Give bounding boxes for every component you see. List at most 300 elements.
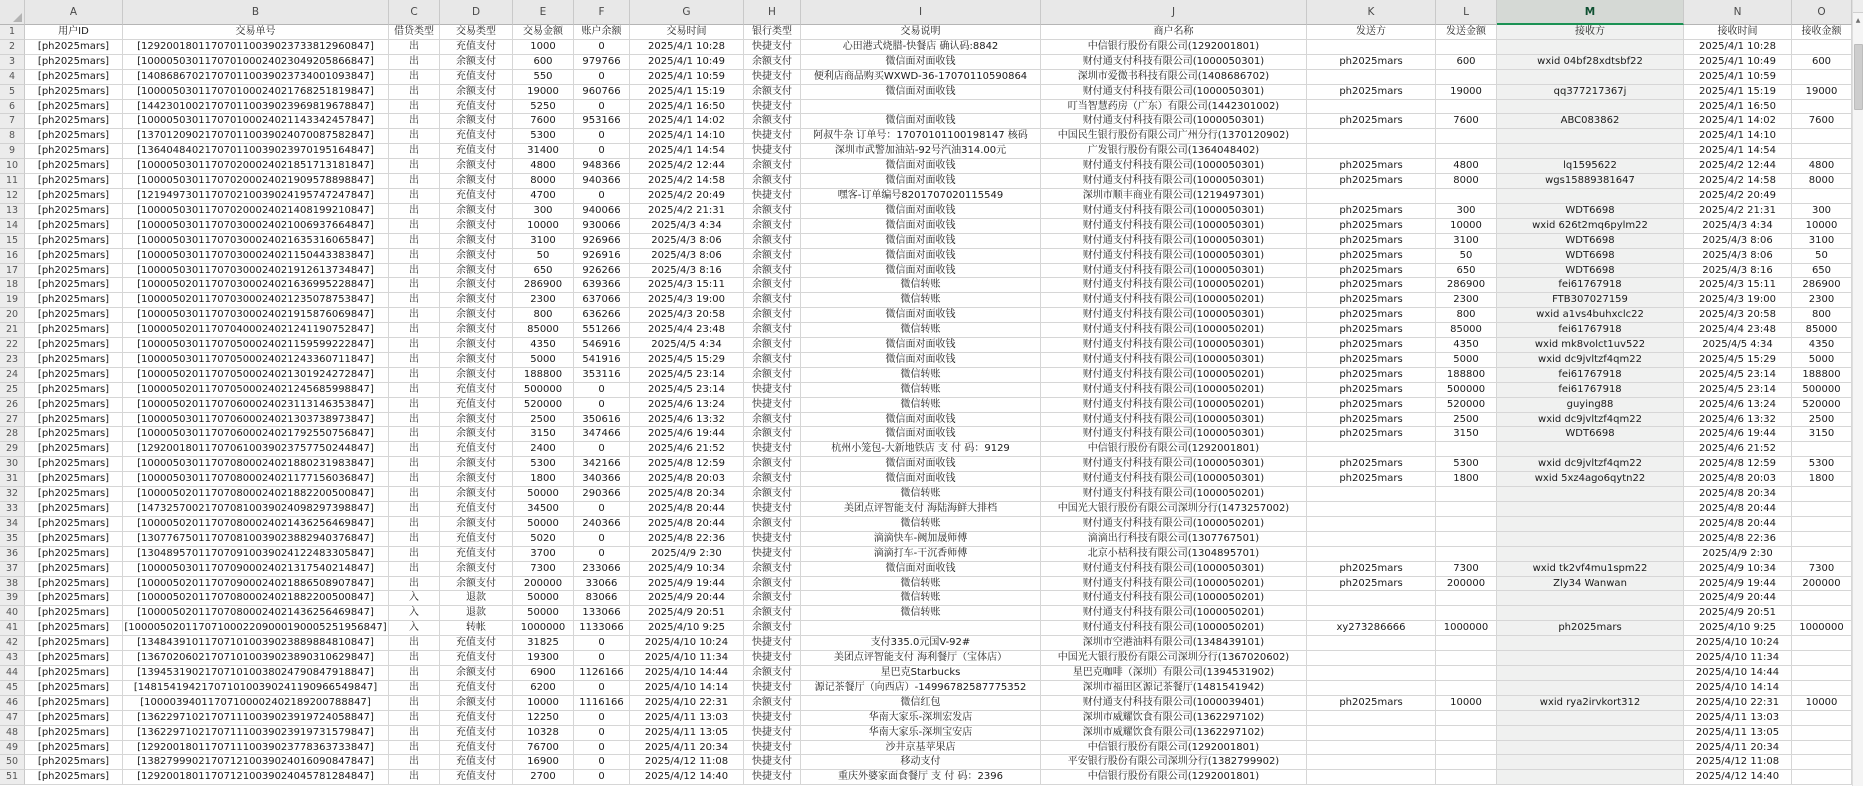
cell-J1[interactable]: 商户名称 <box>1041 25 1307 40</box>
cell-J23[interactable]: 财付通支付科技有限公司(1000050301) <box>1041 353 1307 368</box>
cell-D48[interactable]: 充值支付 <box>440 726 513 741</box>
cell-H15[interactable]: 余额支付 <box>744 234 801 249</box>
cell-L49[interactable] <box>1436 741 1497 756</box>
cell-A21[interactable]: [ph2025mars] <box>25 323 123 338</box>
cell-E29[interactable]: 2400 <box>513 442 574 457</box>
cell-N9[interactable]: 2025/4/1 14:54 <box>1684 144 1792 159</box>
cell-H41[interactable]: 余额支付 <box>744 621 801 636</box>
cell-K51[interactable] <box>1307 770 1436 785</box>
cell-E40[interactable]: 50000 <box>513 606 574 621</box>
cell-O27[interactable]: 2500 <box>1792 413 1852 428</box>
cell-A36[interactable]: [ph2025mars] <box>25 547 123 562</box>
cell-A41[interactable]: [ph2025mars] <box>25 621 123 636</box>
cell-E48[interactable]: 10328 <box>513 726 574 741</box>
cell-E14[interactable]: 10000 <box>513 219 574 234</box>
cell-M9[interactable] <box>1497 144 1684 159</box>
cell-N34[interactable]: 2025/4/8 20:44 <box>1684 517 1792 532</box>
cell-K17[interactable]: ph2025mars <box>1307 264 1436 279</box>
cell-O42[interactable] <box>1792 636 1852 651</box>
cell-M50[interactable] <box>1497 755 1684 770</box>
cell-H8[interactable]: 快捷支付 <box>744 129 801 144</box>
cell-C26[interactable]: 出 <box>389 398 440 413</box>
cell-F49[interactable]: 0 <box>574 741 630 756</box>
cell-F45[interactable]: 0 <box>574 681 630 696</box>
cell-E23[interactable]: 5000 <box>513 353 574 368</box>
cell-G47[interactable]: 2025/4/11 13:03 <box>630 711 744 726</box>
cell-L47[interactable] <box>1436 711 1497 726</box>
cell-H31[interactable]: 余额支付 <box>744 472 801 487</box>
cell-I16[interactable]: 微信面对面收钱 <box>801 249 1041 264</box>
cell-J28[interactable]: 财付通支付科技有限公司(1000050301) <box>1041 427 1307 442</box>
cell-L12[interactable] <box>1436 189 1497 204</box>
cell-H29[interactable]: 快捷支付 <box>744 442 801 457</box>
cell-H22[interactable]: 余额支付 <box>744 338 801 353</box>
cell-I36[interactable]: 滴滴打车-干沉香师傅 <box>801 547 1041 562</box>
cell-A3[interactable]: [ph2025mars] <box>25 55 123 70</box>
cell-D6[interactable]: 充值支付 <box>440 100 513 115</box>
cell-B1[interactable]: 交易单号 <box>123 25 389 40</box>
row-number-23[interactable]: 23 <box>0 353 25 368</box>
cell-H38[interactable]: 余额支付 <box>744 577 801 592</box>
cell-C25[interactable]: 出 <box>389 383 440 398</box>
cell-H48[interactable]: 快捷支付 <box>744 726 801 741</box>
cell-N3[interactable]: 2025/4/1 10:49 <box>1684 55 1792 70</box>
cell-J46[interactable]: 财付通支付科技有限公司(1000039401) <box>1041 696 1307 711</box>
cell-I38[interactable]: 微信转账 <box>801 577 1041 592</box>
cell-J50[interactable]: 平安银行股份有限公司深圳分行(1382799902) <box>1041 755 1307 770</box>
cell-B45[interactable]: [1481541942170710100390241190966549847] <box>123 681 389 696</box>
cell-H6[interactable]: 快捷支付 <box>744 100 801 115</box>
cell-D50[interactable]: 充值支付 <box>440 755 513 770</box>
cell-A33[interactable]: [ph2025mars] <box>25 502 123 517</box>
cell-H21[interactable]: 余额支付 <box>744 323 801 338</box>
cell-I9[interactable]: 深圳市武警加油站-92号汽油314.00元 <box>801 144 1041 159</box>
cell-J49[interactable]: 中信银行股份有限公司(1292001801) <box>1041 741 1307 756</box>
cell-A37[interactable]: [ph2025mars] <box>25 562 123 577</box>
cell-N15[interactable]: 2025/4/3 8:06 <box>1684 234 1792 249</box>
cell-E38[interactable]: 200000 <box>513 577 574 592</box>
cell-I5[interactable]: 微信面对面收钱 <box>801 85 1041 100</box>
cell-B2[interactable]: [129200180117070110039023733812960847] <box>123 40 389 55</box>
cell-J51[interactable]: 中信银行股份有限公司(1292001801) <box>1041 770 1307 785</box>
cell-E47[interactable]: 12250 <box>513 711 574 726</box>
cell-G1[interactable]: 交易时间 <box>630 25 744 40</box>
cell-M29[interactable] <box>1497 442 1684 457</box>
cell-K3[interactable]: ph2025mars <box>1307 55 1436 70</box>
cell-J48[interactable]: 深圳市威耀饮食有限公司(1362297102) <box>1041 726 1307 741</box>
cell-K33[interactable] <box>1307 502 1436 517</box>
cell-N7[interactable]: 2025/4/1 14:02 <box>1684 114 1792 129</box>
row-number-42[interactable]: 42 <box>0 636 25 651</box>
cell-G34[interactable]: 2025/4/8 20:44 <box>630 517 744 532</box>
cell-D43[interactable]: 充值支付 <box>440 651 513 666</box>
cell-O28[interactable]: 3150 <box>1792 427 1852 442</box>
cell-J30[interactable]: 财付通支付科技有限公司(1000050301) <box>1041 457 1307 472</box>
cell-H28[interactable]: 余额支付 <box>744 427 801 442</box>
cell-I18[interactable]: 微信转账 <box>801 278 1041 293</box>
cell-C6[interactable]: 出 <box>389 100 440 115</box>
cell-E24[interactable]: 188800 <box>513 368 574 383</box>
cell-E2[interactable]: 1000 <box>513 40 574 55</box>
cell-F25[interactable]: 0 <box>574 383 630 398</box>
cell-D33[interactable]: 充值支付 <box>440 502 513 517</box>
cell-J39[interactable]: 财付通支付科技有限公司(1000050201) <box>1041 591 1307 606</box>
cell-H37[interactable]: 余额支付 <box>744 562 801 577</box>
cell-J3[interactable]: 财付通支付科技有限公司(1000050301) <box>1041 55 1307 70</box>
cell-L34[interactable] <box>1436 517 1497 532</box>
cell-C45[interactable]: 出 <box>389 681 440 696</box>
cell-N45[interactable]: 2025/4/10 14:14 <box>1684 681 1792 696</box>
cell-G32[interactable]: 2025/4/8 20:34 <box>630 487 744 502</box>
cell-F50[interactable]: 0 <box>574 755 630 770</box>
cell-F23[interactable]: 541916 <box>574 353 630 368</box>
cell-B7[interactable]: [100005030117070100024021143342457847] <box>123 114 389 129</box>
cell-E45[interactable]: 6200 <box>513 681 574 696</box>
cell-E36[interactable]: 3700 <box>513 547 574 562</box>
column-header-A[interactable]: A <box>25 0 123 25</box>
cell-O5[interactable]: 19000 <box>1792 85 1852 100</box>
row-number-17[interactable]: 17 <box>0 264 25 279</box>
row-number-44[interactable]: 44 <box>0 666 25 681</box>
cell-A24[interactable]: [ph2025mars] <box>25 368 123 383</box>
cell-K13[interactable]: ph2025mars <box>1307 204 1436 219</box>
cell-I41[interactable] <box>801 621 1041 636</box>
cell-D7[interactable]: 余额支付 <box>440 114 513 129</box>
cell-O12[interactable] <box>1792 189 1852 204</box>
cell-C18[interactable]: 出 <box>389 278 440 293</box>
cell-C39[interactable]: 入 <box>389 591 440 606</box>
cell-E49[interactable]: 76700 <box>513 741 574 756</box>
cell-N50[interactable]: 2025/4/12 11:08 <box>1684 755 1792 770</box>
cell-B32[interactable]: [100005020117070800024021882200500847] <box>123 487 389 502</box>
cell-N13[interactable]: 2025/4/2 21:31 <box>1684 204 1792 219</box>
row-number-21[interactable]: 21 <box>0 323 25 338</box>
row-number-49[interactable]: 49 <box>0 741 25 756</box>
row-number-37[interactable]: 37 <box>0 562 25 577</box>
cell-D14[interactable]: 余额支付 <box>440 219 513 234</box>
cell-F12[interactable]: 0 <box>574 189 630 204</box>
cell-B21[interactable]: [100005020117070400024021241190752847] <box>123 323 389 338</box>
cell-L15[interactable]: 3100 <box>1436 234 1497 249</box>
column-header-C[interactable]: C <box>389 0 440 25</box>
cell-F11[interactable]: 940366 <box>574 174 630 189</box>
cell-N1[interactable]: 接收时间 <box>1684 25 1792 40</box>
cell-H4[interactable]: 快捷支付 <box>744 70 801 85</box>
cell-G51[interactable]: 2025/4/12 14:40 <box>630 770 744 785</box>
cell-A43[interactable]: [ph2025mars] <box>25 651 123 666</box>
cell-C19[interactable]: 出 <box>389 293 440 308</box>
cell-M17[interactable]: WDT6698 <box>1497 264 1684 279</box>
cell-B28[interactable]: [100005030117070600024021792550756847] <box>123 427 389 442</box>
cell-B12[interactable]: [121949730117070210039024195747247847] <box>123 189 389 204</box>
cell-J40[interactable]: 财付通支付科技有限公司(1000050201) <box>1041 606 1307 621</box>
cell-M30[interactable]: wxid dc9jvltzf4qm22 <box>1497 457 1684 472</box>
cell-B33[interactable]: [147325700217070810039024098297398847] <box>123 502 389 517</box>
cell-F33[interactable]: 0 <box>574 502 630 517</box>
cell-E8[interactable]: 5300 <box>513 129 574 144</box>
cell-H33[interactable]: 快捷支付 <box>744 502 801 517</box>
cell-I49[interactable]: 沙井京基苹果店 <box>801 741 1041 756</box>
cell-G38[interactable]: 2025/4/9 19:44 <box>630 577 744 592</box>
cell-B10[interactable]: [100005030117070200024021851713181847] <box>123 159 389 174</box>
cell-F44[interactable]: 1126166 <box>574 666 630 681</box>
cell-J21[interactable]: 财付通支付科技有限公司(1000050201) <box>1041 323 1307 338</box>
cell-F13[interactable]: 940066 <box>574 204 630 219</box>
cell-N33[interactable]: 2025/4/8 20:44 <box>1684 502 1792 517</box>
cell-A23[interactable]: [ph2025mars] <box>25 353 123 368</box>
cell-G39[interactable]: 2025/4/9 20:44 <box>630 591 744 606</box>
cell-M4[interactable] <box>1497 70 1684 85</box>
cell-A16[interactable]: [ph2025mars] <box>25 249 123 264</box>
row-number-6[interactable]: 6 <box>0 100 25 115</box>
cell-F10[interactable]: 948366 <box>574 159 630 174</box>
cell-J9[interactable]: 广发银行股份有限公司(1364048402) <box>1041 144 1307 159</box>
cell-C8[interactable]: 出 <box>389 129 440 144</box>
cell-L36[interactable] <box>1436 547 1497 562</box>
cell-J14[interactable]: 财付通支付科技有限公司(1000050301) <box>1041 219 1307 234</box>
cell-A42[interactable]: [ph2025mars] <box>25 636 123 651</box>
cell-I17[interactable]: 微信面对面收钱 <box>801 264 1041 279</box>
cell-A32[interactable]: [ph2025mars] <box>25 487 123 502</box>
cell-M33[interactable] <box>1497 502 1684 517</box>
cell-E31[interactable]: 1800 <box>513 472 574 487</box>
cell-K28[interactable]: ph2025mars <box>1307 427 1436 442</box>
cell-L41[interactable]: 1000000 <box>1436 621 1497 636</box>
cell-N43[interactable]: 2025/4/10 11:34 <box>1684 651 1792 666</box>
cell-H24[interactable]: 余额支付 <box>744 368 801 383</box>
cell-N6[interactable]: 2025/4/1 16:50 <box>1684 100 1792 115</box>
cell-B15[interactable]: [100005030117070300024021635316065847] <box>123 234 389 249</box>
cell-F9[interactable]: 0 <box>574 144 630 159</box>
cell-D46[interactable]: 余额支付 <box>440 696 513 711</box>
cell-H18[interactable]: 余额支付 <box>744 278 801 293</box>
cell-L10[interactable]: 4800 <box>1436 159 1497 174</box>
cell-H36[interactable]: 快捷支付 <box>744 547 801 562</box>
cell-A49[interactable]: [ph2025mars] <box>25 741 123 756</box>
cell-G14[interactable]: 2025/4/3 4:34 <box>630 219 744 234</box>
cell-C28[interactable]: 出 <box>389 427 440 442</box>
row-number-35[interactable]: 35 <box>0 532 25 547</box>
cell-J6[interactable]: 叮当智慧药房（广东）有限公司(1442301002) <box>1041 100 1307 115</box>
cell-I23[interactable]: 微信面对面收钱 <box>801 353 1041 368</box>
cell-K49[interactable] <box>1307 741 1436 756</box>
cell-I35[interactable]: 滴滴快车-阙加晟师傅 <box>801 532 1041 547</box>
cell-A15[interactable]: [ph2025mars] <box>25 234 123 249</box>
cell-K1[interactable]: 发送方 <box>1307 25 1436 40</box>
cell-H47[interactable]: 快捷支付 <box>744 711 801 726</box>
cell-G37[interactable]: 2025/4/9 10:34 <box>630 562 744 577</box>
cell-L44[interactable] <box>1436 666 1497 681</box>
cell-N32[interactable]: 2025/4/8 20:34 <box>1684 487 1792 502</box>
cell-F21[interactable]: 551266 <box>574 323 630 338</box>
cell-O48[interactable] <box>1792 726 1852 741</box>
cell-A5[interactable]: [ph2025mars] <box>25 85 123 100</box>
cell-D17[interactable]: 余额支付 <box>440 264 513 279</box>
cell-I30[interactable]: 微信面对面收钱 <box>801 457 1041 472</box>
cell-A2[interactable]: [ph2025mars] <box>25 40 123 55</box>
row-number-41[interactable]: 41 <box>0 621 25 636</box>
row-number-14[interactable]: 14 <box>0 219 25 234</box>
cell-J13[interactable]: 财付通支付科技有限公司(1000050301) <box>1041 204 1307 219</box>
row-number-18[interactable]: 18 <box>0 278 25 293</box>
cell-E11[interactable]: 8000 <box>513 174 574 189</box>
cell-H7[interactable]: 余额支付 <box>744 114 801 129</box>
cell-H16[interactable]: 余额支付 <box>744 249 801 264</box>
cell-C2[interactable]: 出 <box>389 40 440 55</box>
cell-D18[interactable]: 余额支付 <box>440 278 513 293</box>
cell-K32[interactable] <box>1307 487 1436 502</box>
cell-K38[interactable]: ph2025mars <box>1307 577 1436 592</box>
cell-J19[interactable]: 财付通支付科技有限公司(1000050201) <box>1041 293 1307 308</box>
cell-G28[interactable]: 2025/4/6 19:44 <box>630 427 744 442</box>
cell-K35[interactable] <box>1307 532 1436 547</box>
row-number-43[interactable]: 43 <box>0 651 25 666</box>
cell-I45[interactable]: 源记茶餐厅（向西店）-14996782587775352 <box>801 681 1041 696</box>
cell-M3[interactable]: wxid 04bf28xdtsbf22 <box>1497 55 1684 70</box>
cell-A9[interactable]: [ph2025mars] <box>25 144 123 159</box>
column-header-L[interactable]: L <box>1436 0 1497 25</box>
cell-O30[interactable]: 5300 <box>1792 457 1852 472</box>
cell-B13[interactable]: [100005030117070200024021408199210847] <box>123 204 389 219</box>
cell-M34[interactable] <box>1497 517 1684 532</box>
cell-G30[interactable]: 2025/4/8 12:59 <box>630 457 744 472</box>
cell-C13[interactable]: 出 <box>389 204 440 219</box>
cell-E35[interactable]: 5020 <box>513 532 574 547</box>
cell-M16[interactable]: WDT6698 <box>1497 249 1684 264</box>
cell-I13[interactable]: 微信面对面收钱 <box>801 204 1041 219</box>
cell-M7[interactable]: ABC083862 <box>1497 114 1684 129</box>
cell-M15[interactable]: WDT6698 <box>1497 234 1684 249</box>
cell-H11[interactable]: 余额支付 <box>744 174 801 189</box>
cell-M5[interactable]: qq377217367j <box>1497 85 1684 100</box>
cell-C10[interactable]: 出 <box>389 159 440 174</box>
cell-K44[interactable] <box>1307 666 1436 681</box>
cell-F47[interactable]: 0 <box>574 711 630 726</box>
cell-K21[interactable]: ph2025mars <box>1307 323 1436 338</box>
cell-L20[interactable]: 800 <box>1436 308 1497 323</box>
cell-I14[interactable]: 微信面对面收钱 <box>801 219 1041 234</box>
cell-N21[interactable]: 2025/4/4 23:48 <box>1684 323 1792 338</box>
cell-N46[interactable]: 2025/4/10 22:31 <box>1684 696 1792 711</box>
cell-O49[interactable] <box>1792 741 1852 756</box>
cell-G13[interactable]: 2025/4/2 21:31 <box>630 204 744 219</box>
cell-I25[interactable]: 微信转账 <box>801 383 1041 398</box>
column-header-H[interactable]: H <box>744 0 801 25</box>
row-number-1[interactable]: 1 <box>0 25 25 40</box>
cell-B6[interactable]: [144230100217070110039023969819678847] <box>123 100 389 115</box>
cell-J37[interactable]: 财付通支付科技有限公司(1000050301) <box>1041 562 1307 577</box>
cell-M14[interactable]: wxid 626t2mq6pylm22 <box>1497 219 1684 234</box>
cell-M27[interactable]: wxid dc9jvltzf4qm22 <box>1497 413 1684 428</box>
cell-J24[interactable]: 财付通支付科技有限公司(1000050201) <box>1041 368 1307 383</box>
cell-M36[interactable] <box>1497 547 1684 562</box>
cell-B42[interactable]: [134843910117071010039023889884810847] <box>123 636 389 651</box>
cell-L7[interactable]: 7600 <box>1436 114 1497 129</box>
cell-L39[interactable] <box>1436 591 1497 606</box>
cell-C4[interactable]: 出 <box>389 70 440 85</box>
cell-F48[interactable]: 0 <box>574 726 630 741</box>
cell-M42[interactable] <box>1497 636 1684 651</box>
cell-B31[interactable]: [100005030117070800024021177156036847] <box>123 472 389 487</box>
cell-I4[interactable]: 便利店商品购买WXWD-36-17070110590864 <box>801 70 1041 85</box>
cell-K16[interactable]: ph2025mars <box>1307 249 1436 264</box>
cell-K41[interactable]: xy273286666 <box>1307 621 1436 636</box>
cell-H46[interactable]: 余额支付 <box>744 696 801 711</box>
cell-A44[interactable]: [ph2025mars] <box>25 666 123 681</box>
cell-F26[interactable]: 0 <box>574 398 630 413</box>
cell-O10[interactable]: 4800 <box>1792 159 1852 174</box>
cell-K47[interactable] <box>1307 711 1436 726</box>
cell-C38[interactable]: 出 <box>389 577 440 592</box>
cell-C3[interactable]: 出 <box>389 55 440 70</box>
cell-F29[interactable]: 0 <box>574 442 630 457</box>
cell-A4[interactable]: [ph2025mars] <box>25 70 123 85</box>
cell-K14[interactable]: ph2025mars <box>1307 219 1436 234</box>
cell-M20[interactable]: wxid a1vs4buhxclc22 <box>1497 308 1684 323</box>
cell-D31[interactable]: 余额支付 <box>440 472 513 487</box>
cell-D38[interactable]: 余额支付 <box>440 577 513 592</box>
cell-F43[interactable]: 0 <box>574 651 630 666</box>
cell-D42[interactable]: 充值支付 <box>440 636 513 651</box>
cell-E30[interactable]: 5300 <box>513 457 574 472</box>
cell-K2[interactable] <box>1307 40 1436 55</box>
cell-N42[interactable]: 2025/4/10 10:24 <box>1684 636 1792 651</box>
cell-H40[interactable]: 余额支付 <box>744 606 801 621</box>
cell-J22[interactable]: 财付通支付科技有限公司(1000050301) <box>1041 338 1307 353</box>
cell-H39[interactable]: 余额支付 <box>744 591 801 606</box>
cell-K7[interactable]: ph2025mars <box>1307 114 1436 129</box>
cell-J8[interactable]: 中国民生银行股份有限公司广州分行(1370120902) <box>1041 129 1307 144</box>
cell-M39[interactable] <box>1497 591 1684 606</box>
cell-A19[interactable]: [ph2025mars] <box>25 293 123 308</box>
cell-L48[interactable] <box>1436 726 1497 741</box>
cell-H23[interactable]: 余额支付 <box>744 353 801 368</box>
cell-F5[interactable]: 960766 <box>574 85 630 100</box>
cell-K8[interactable] <box>1307 129 1436 144</box>
cell-G19[interactable]: 2025/4/3 19:00 <box>630 293 744 308</box>
cell-G44[interactable]: 2025/4/10 14:44 <box>630 666 744 681</box>
cell-O31[interactable]: 1800 <box>1792 472 1852 487</box>
cell-G35[interactable]: 2025/4/8 22:36 <box>630 532 744 547</box>
cell-O40[interactable] <box>1792 606 1852 621</box>
cell-K4[interactable] <box>1307 70 1436 85</box>
cell-D13[interactable]: 余额支付 <box>440 204 513 219</box>
cell-B27[interactable]: [100005030117070600024021303738973847] <box>123 413 389 428</box>
cell-H51[interactable]: 快捷支付 <box>744 770 801 785</box>
cell-I6[interactable] <box>801 100 1041 115</box>
cell-O9[interactable] <box>1792 144 1852 159</box>
cell-B30[interactable]: [100005030117070800024021880231983847] <box>123 457 389 472</box>
cell-O22[interactable]: 4350 <box>1792 338 1852 353</box>
row-number-13[interactable]: 13 <box>0 204 25 219</box>
cell-E50[interactable]: 16900 <box>513 755 574 770</box>
cell-C24[interactable]: 出 <box>389 368 440 383</box>
cell-A22[interactable]: [ph2025mars] <box>25 338 123 353</box>
cell-D36[interactable]: 充值支付 <box>440 547 513 562</box>
cell-K12[interactable] <box>1307 189 1436 204</box>
cell-E37[interactable]: 7300 <box>513 562 574 577</box>
cell-O44[interactable] <box>1792 666 1852 681</box>
cell-J44[interactable]: 星巴克咖啡（深圳）有限公司(1394531902) <box>1041 666 1307 681</box>
cell-F1[interactable]: 账户余额 <box>574 25 630 40</box>
cell-B29[interactable]: [129200180117070610039023757750244847] <box>123 442 389 457</box>
column-header-B[interactable]: B <box>123 0 389 25</box>
cell-E16[interactable]: 50 <box>513 249 574 264</box>
cell-D25[interactable]: 充值支付 <box>440 383 513 398</box>
cell-N48[interactable]: 2025/4/11 13:05 <box>1684 726 1792 741</box>
cell-N8[interactable]: 2025/4/1 14:10 <box>1684 129 1792 144</box>
cell-E41[interactable]: 1000000 <box>513 621 574 636</box>
